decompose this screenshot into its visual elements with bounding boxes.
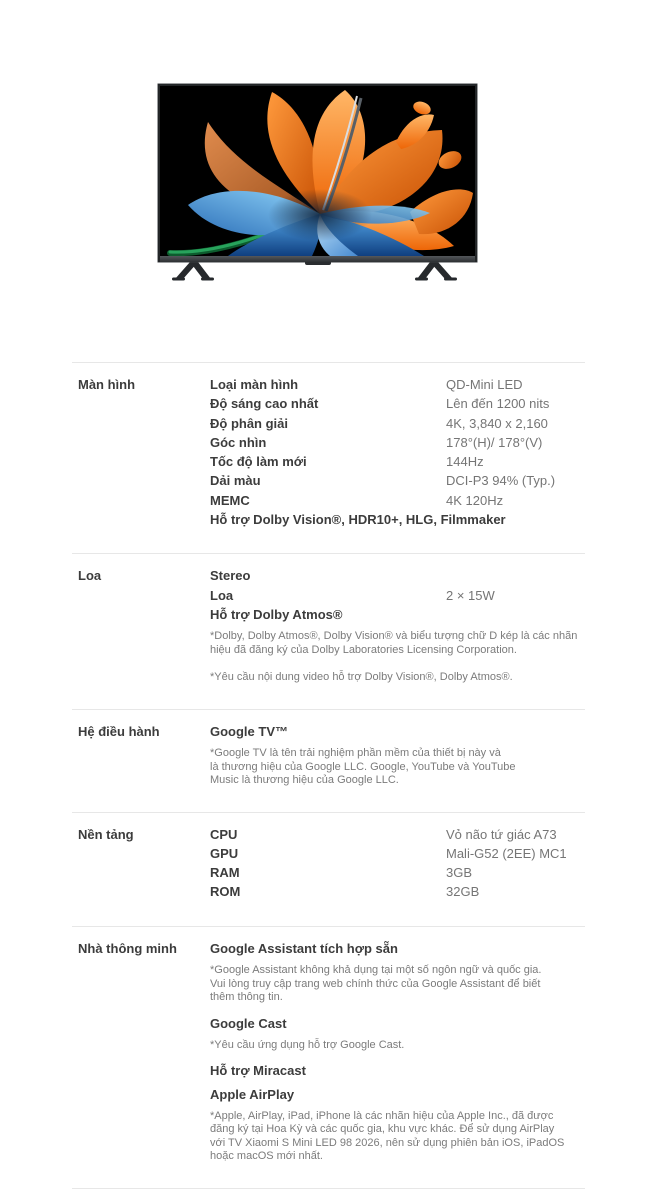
spec-row	[210, 433, 585, 452]
tv-stand-feet	[156, 262, 475, 282]
section-body	[210, 375, 585, 529]
footnote-line: *Google Assistant không khả dụng tại một số ngôn ngữ và quốc gia.	[210, 964, 542, 977]
spec-row	[210, 844, 585, 863]
footnote-line: đăng ký tại Hoa Kỳ và các quốc gia, khu vực khác. Để sử dụng AirPlay	[210, 1123, 555, 1136]
spec-value: 32GB	[446, 884, 480, 900]
footnote-line: thêm thông tin.	[210, 991, 283, 1004]
spec-section-4	[72, 926, 585, 1188]
spec-row	[210, 863, 585, 882]
footnote-line: với TV Xiaomi S Mini LED 98 2026, nên sử dụng phiên bản iOS, iPadOS	[210, 1136, 565, 1149]
footnote	[210, 630, 585, 657]
footnote-line: *Dolby, Dolby Atmos®, Dolby Vision® và biểu tượng chữ D kép là các nhãn	[210, 630, 578, 643]
spec-row	[210, 586, 585, 605]
section-body	[210, 825, 585, 902]
section-title: Hệ điều hành	[78, 723, 160, 739]
spec-label: Góc nhìn	[210, 434, 267, 450]
footnote	[210, 1110, 585, 1164]
footnote-line: hiệu đã đăng ký của Dolby Laboratories Licensing Corporation.	[210, 643, 517, 656]
section-title: Nền tảng	[78, 826, 134, 842]
spec-value: 2 × 15W	[446, 587, 495, 603]
spec-label: GPU	[210, 845, 239, 861]
spec-label: Loại màn hình	[210, 377, 299, 392]
spec-row	[210, 471, 585, 490]
footnote	[210, 671, 585, 685]
section-title: Loa	[78, 568, 102, 584]
spec-row	[210, 825, 585, 844]
spec-label: Dải màu	[210, 473, 261, 489]
footnote	[210, 747, 585, 788]
spec-label: RAM	[210, 865, 240, 881]
spec-section-2	[72, 709, 585, 812]
section-title: Màn hình	[78, 377, 136, 392]
tv-frame	[158, 84, 477, 262]
spec-value: 3GB	[446, 865, 473, 881]
footnote-line: *Yêu cầu ứng dụng hỗ trợ Google Cast.	[210, 1038, 405, 1051]
spec-row	[210, 452, 585, 471]
spec-value: 4K 120Hz	[446, 492, 504, 508]
spec-section-0	[72, 362, 585, 553]
spec-value: 4K, 3,840 x 2,160	[446, 415, 548, 431]
section-body	[210, 566, 585, 684]
spec-section-1	[72, 553, 585, 708]
footnote	[210, 1039, 585, 1053]
footnote	[210, 964, 585, 1005]
spec-row	[210, 414, 585, 433]
footnote-line: là thương hiệu của Google LLC. Google, YouTube và YouTube	[210, 760, 516, 773]
footnote-line: *Apple, AirPlay, iPad, iPhone là các nhãn hiệu của Apple Inc., đã được	[210, 1109, 554, 1122]
spec-value: Lên đến 1200 nits	[446, 396, 550, 412]
spec-value: QD-Mini LED	[446, 377, 523, 392]
spec-label: CPU	[210, 826, 238, 842]
spec-feature: Google TV™	[210, 723, 288, 739]
spec-label: Loa	[210, 587, 234, 603]
footnote-line: *Yêu cầu nội dung video hỗ trợ Dolby Vision®, Dolby Atmos®.	[210, 671, 513, 684]
tv-bottom-bezel	[160, 256, 475, 262]
spec-value: Vỏ não tứ giác A73	[446, 826, 557, 842]
footnote-line: *Google TV là tên trải nghiệm phần mềm của thiết bị này và	[210, 747, 501, 760]
section-body	[210, 939, 585, 1164]
spec-feature: Hỗ trợ Dolby Atmos®	[210, 606, 343, 622]
footnote-line: Music là thương hiệu của Google LLC.	[210, 774, 399, 787]
section-body	[210, 722, 585, 788]
spec-label: Tốc độ làm mới	[210, 454, 307, 470]
spec-value: DCI-P3 94% (Typ.)	[446, 473, 556, 489]
spec-feature: Google Cast	[210, 1015, 287, 1031]
footnote-line: hoặc macOS mới nhất.	[210, 1150, 323, 1163]
spec-label: Độ phân giải	[210, 415, 288, 431]
spec-label: MEMC	[210, 492, 250, 508]
tv-product-image	[158, 84, 477, 282]
spec-value: Mali-G52 (2EE) MC1	[446, 845, 567, 861]
spec-value: 144Hz	[446, 454, 484, 470]
spec-row	[210, 394, 585, 413]
spec-label: ROM	[210, 884, 241, 900]
footnote-line: Vui lòng truy cập trang web chính thức của Google Assistant để biết	[210, 977, 541, 990]
spec-label: Độ sáng cao nhất	[210, 396, 319, 412]
tv-screen-flower-artwork	[160, 86, 475, 256]
spec-feature: Hỗ trợ Dolby Vision®, HDR10+, HLG, Filmmaker	[210, 512, 506, 528]
section-title: Nhà thông minh	[78, 940, 177, 956]
spec-feature: Stereo	[210, 568, 251, 584]
spec-row	[210, 882, 585, 901]
spec-value: 178°(H)/ 178°(V)	[446, 434, 543, 450]
spec-feature: Apple AirPlay	[210, 1086, 295, 1102]
spec-row	[210, 491, 585, 510]
spec-feature: Google Assistant tích hợp sẵn	[210, 940, 398, 956]
spec-row	[210, 375, 585, 394]
tv-logo-tab	[305, 262, 331, 265]
spec-table	[72, 362, 585, 1189]
spec-section-3	[72, 812, 585, 926]
spec-feature: Hỗ trợ Miracast	[210, 1063, 306, 1079]
